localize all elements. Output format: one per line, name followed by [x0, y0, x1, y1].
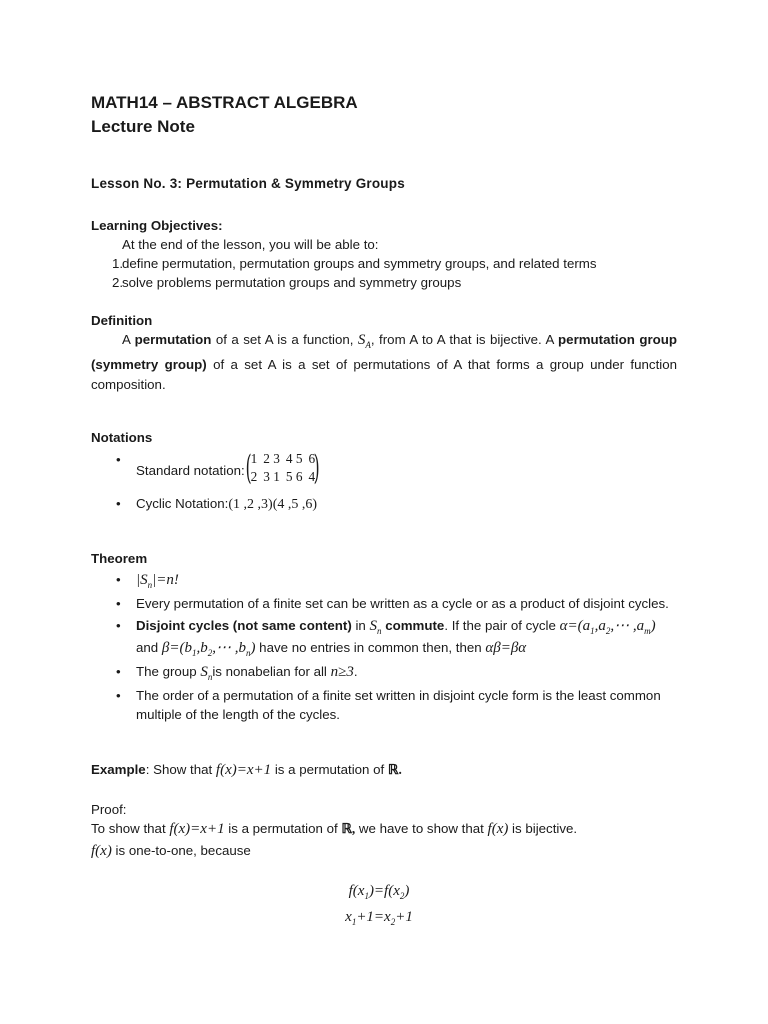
example-section: [91, 760, 677, 933]
theorem-item: • Disjoint cycles (not same content) in $S_n$ commute. If the pair of cycle $\alpha=(a_1,a_2,\cdots$ $,a_m$) and $\beta=(b_1,b_2,\cdots$ $,b_n$) have no entries in common then, then αβ=βα: [91, 616, 677, 660]
theorem-item: • Every permutation of a finite set can be written as a cycle or as a product of disjoint cycles.: [91, 594, 677, 613]
objective-item: 1. define permutation, permutation groups and symmetry groups, and related terms: [112, 256, 597, 272]
standard-notation-item: • Standard notation: ( 1 2 3 4 5 6 2 3 1 5 6 4 ): [91, 450, 677, 492]
permutation-matrix: 1 2 3 4 5 6 2 3 1 5 6 4: [250, 450, 316, 484]
objectives-list: [91, 254, 677, 293]
lecture-note-page: [91, 91, 677, 933]
proof-line-1: To show that f(x)=x+1 is a permutation of ℝ, we have to show that f(x) is bijective.: [91, 821, 578, 838]
definition-section: [91, 311, 677, 395]
course-title: MATH14 – ABSTRACT ALGEBRA: [91, 93, 358, 112]
notations-heading: Notations: [91, 430, 153, 446]
document-subtitle: Lecture Note: [91, 117, 195, 136]
notations-section: [91, 428, 677, 515]
objectives-section: [91, 216, 677, 293]
definition-heading: Definition: [91, 312, 153, 328]
objectives-intro: At the end of the lesson, you will be able to:: [122, 236, 379, 252]
proof-line-2: f(x) is one-to-one, because: [91, 842, 251, 859]
theorem-item: • The group $S_nis$ nonabelian for all n≥3.: [91, 662, 677, 684]
theorem-section: [91, 549, 677, 724]
proof-label: Proof:: [91, 801, 127, 817]
equation-line: $x_1+1=x_2+1$: [345, 908, 413, 927]
theorem-heading: Theorem: [91, 550, 148, 566]
theorem-item: • The order of a permutation of a finite set written in disjoint cycle form is the least common multiple of the length of the cycles.: [91, 686, 677, 725]
proof-equations: [91, 881, 677, 933]
theorem-item: • $|S_n|=n$!: [91, 570, 677, 592]
objective-item: 2. solve problems permutation groups and symmetry groups: [112, 275, 462, 291]
example-statement: Example: Show that f(x)=x+1 is a permutation of ℝ.: [91, 762, 402, 779]
notations-list: [91, 447, 677, 515]
objectives-heading: Learning Objectives:: [91, 217, 223, 233]
theorem-list: [91, 570, 677, 724]
definition-text: A permutation of a set A is a function, $S_A$, from A to A that is bijective. A permutation group (symmetry group) of a set A is a set of permutations of A that forms a group under function composition.: [91, 331, 678, 392]
lesson-title: Lesson No. 3: Permutation & Symmetry Groups: [91, 176, 405, 191]
equation-line: $f(x_1)=f(x_2)$: [348, 882, 410, 901]
cyclic-notation-item: • Cyclic Notation:(1 ,2 ,3)(4 ,5 ,6): [91, 494, 677, 515]
